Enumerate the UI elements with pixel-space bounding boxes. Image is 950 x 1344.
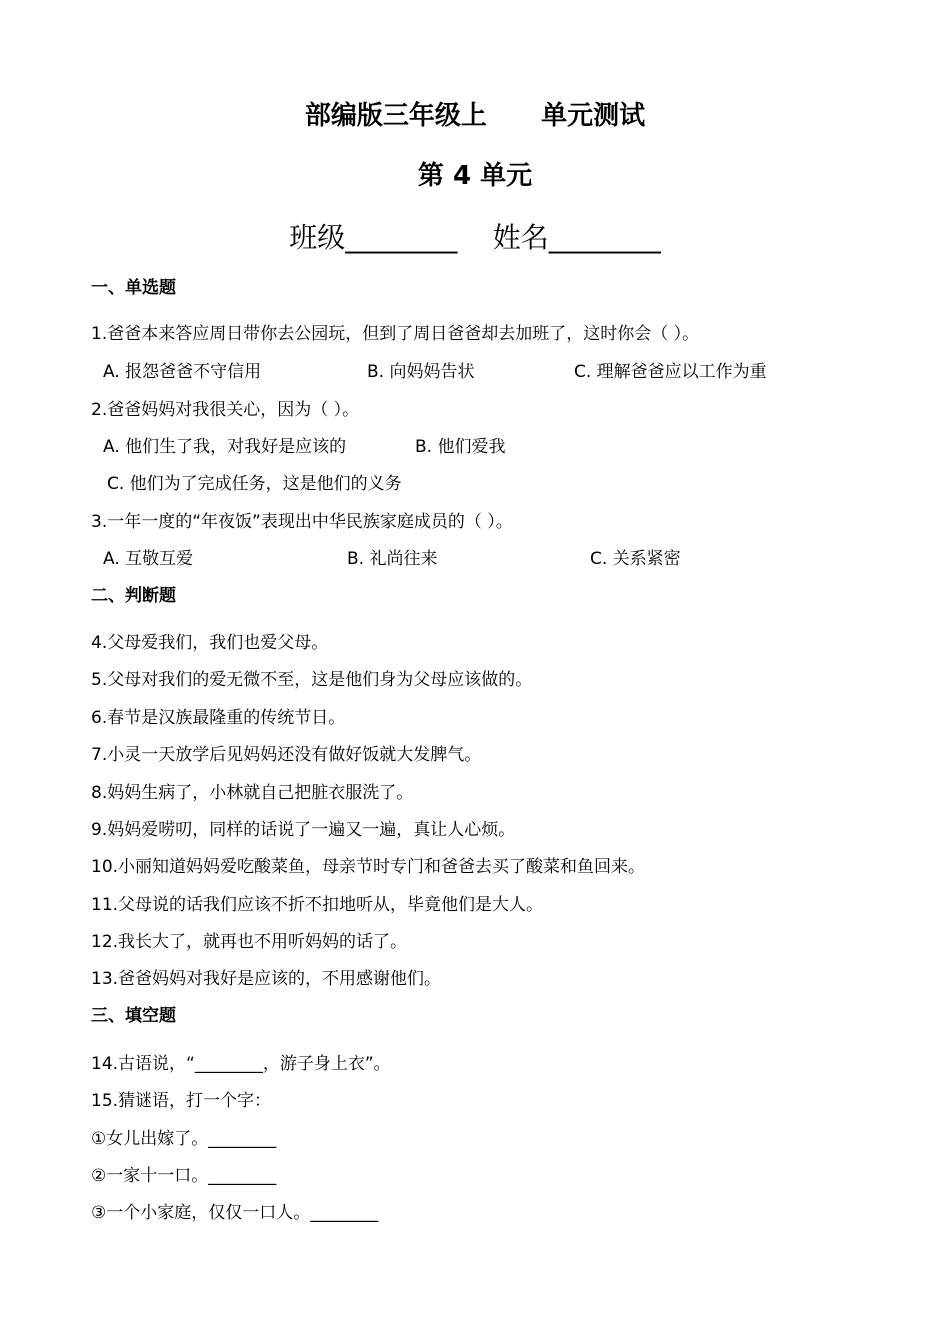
question-3-option-c: C. 关系紧密 <box>590 549 681 569</box>
riddle-2: ②一家十一口。________ <box>91 1166 277 1186</box>
question-1-option-b: B. 向妈妈告状 <box>367 362 475 382</box>
unit-heading: 第 4 单元 <box>417 161 533 191</box>
question-2-option-c: C. 他们为了完成任务，这是他们的义务 <box>107 474 402 494</box>
question-14: 14.古语说，“________，游子身上衣”。 <box>91 1054 391 1074</box>
class-name-fields: 班级________ 姓名________ <box>289 221 661 254</box>
question-15: 15.猜谜语，打一个字： <box>91 1091 272 1111</box>
document-title: 部编版三年级上 单元测试 <box>304 101 646 131</box>
question-9: 9.妈妈爱唠叨，同样的话说了一遍又一遍，真让人心烦。 <box>91 820 516 840</box>
riddle-1: ①女儿出嫁了。________ <box>91 1129 277 1149</box>
question-11: 11.父母说的话我们应该不折不扣地听从，毕竟他们是大人。 <box>91 895 544 915</box>
question-1-option-a: A. 报怨爸爸不守信用 <box>103 362 262 382</box>
section-heading-true-false: 二、判断题 <box>91 586 176 606</box>
question-2-option-b: B. 他们爱我 <box>415 437 506 457</box>
question-2: 2.爸爸妈妈对我很关心，因为（ ）。 <box>91 400 360 420</box>
question-7: 7.小灵一天放学后见妈妈还没有做好饭就大发脾气。 <box>91 745 482 765</box>
question-13: 13.爸爸妈妈对我好是应该的，不用感谢他们。 <box>91 969 442 989</box>
section-heading-single-choice: 一、单选题 <box>91 278 176 298</box>
question-12: 12.我长大了，就再也不用听妈妈的话了。 <box>91 932 408 952</box>
question-4: 4.父母爱我们，我们也爱父母。 <box>91 633 329 653</box>
question-10: 10.小丽知道妈妈爱吃酸菜鱼，母亲节时专门和爸爸去买了酸菜和鱼回来。 <box>91 857 646 877</box>
question-8: 8.妈妈生病了，小林就自己把脏衣服洗了。 <box>91 783 414 803</box>
question-3: 3.一年一度的“年夜饭”表现出中华民族家庭成员的（ ）。 <box>91 512 513 532</box>
question-3-option-a: A. 互敬互爱 <box>103 549 194 569</box>
section-heading-fill-in: 三、填空题 <box>91 1006 176 1026</box>
question-2-option-a: A. 他们生了我，对我好是应该的 <box>103 437 347 457</box>
question-1: 1.爸爸本来答应周日带你去公园玩，但到了周日爸爸却去加班了，这时你会（ ）。 <box>91 324 700 344</box>
riddle-3: ③一个小家庭，仅仅一口人。________ <box>91 1203 379 1223</box>
question-1-option-c: C. 理解爸爸应以工作为重 <box>574 362 767 382</box>
question-5: 5.父母对我们的爱无微不至，这是他们身为父母应该做的。 <box>91 670 533 690</box>
question-6: 6.春节是汉族最隆重的传统节日。 <box>91 708 346 728</box>
question-3-option-b: B. 礼尚往来 <box>347 549 438 569</box>
